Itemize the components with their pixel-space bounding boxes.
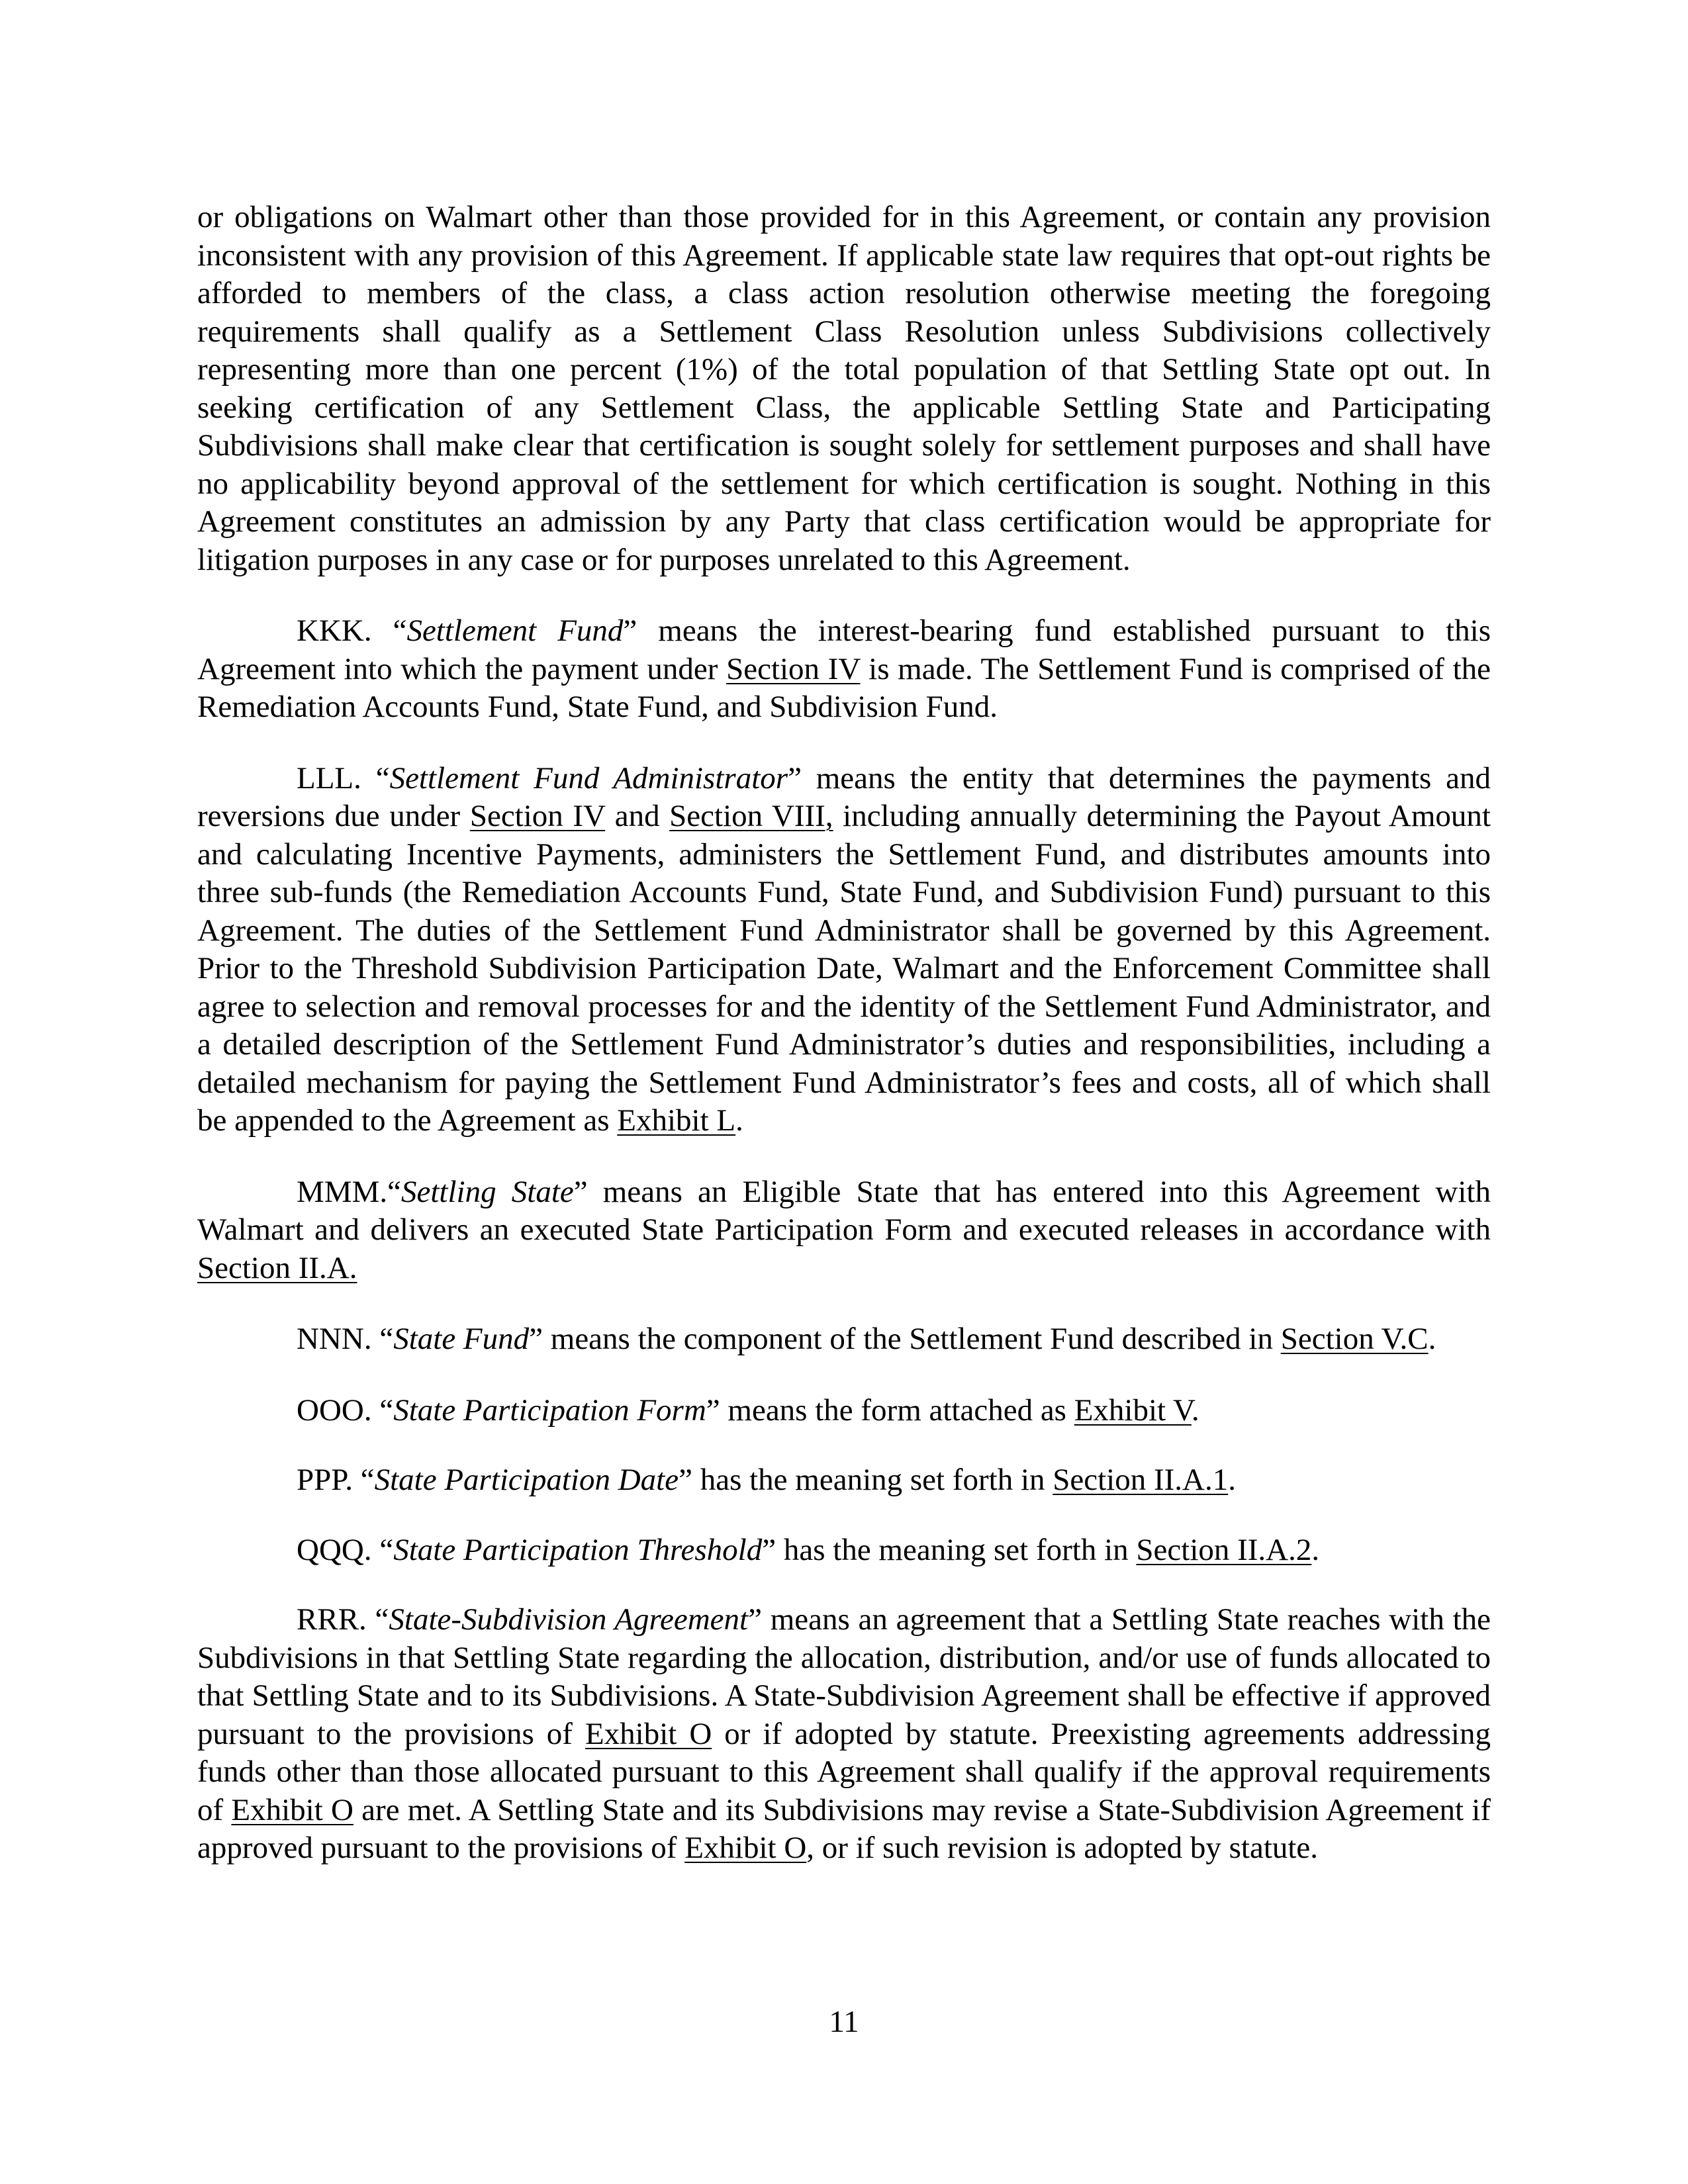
definition-label: PPP.	[297, 1463, 353, 1497]
definition-text: , or if such revision is adopted by statute.	[806, 1831, 1319, 1865]
definition-text: .	[1228, 1463, 1236, 1497]
definition-text: means an agreement that a Settling State reaches with the Subdivisions in that Settling State regarding the allocation, distribution, and/or use of funds allocated to that Settling State and to its Subdivisions. A State-Subdivision Agreement shall be effective if approved pursuant to the provisions of	[197, 1602, 1491, 1751]
definition-kkk: KKK. “Settlement Fund” means the interest-bearing fund established pursuant to this Agreement into which the payment under Section IV is made. The Settlement Fund is comprised of the Remediation Accounts Fund, State Fund, and Subdivision Fund.	[197, 614, 1491, 724]
definition-lll: LLL. “Settlement Fund Administrator” means the entity that determines the payments and reversions due under Section IV and Section VIII, including annually determining the Payout Amount and calculating Incentive Payments, administers the Settlement Fund, and distributes amounts into three sub-funds (the Remediation Accounts Fund, State Fund, and Subdivision Fund) pursuant to this Agreement. The duties of the Settlement Fund Administrator shall be governed by this Agreement. Prior to the Threshold Subdivision Participation Date, Walmart and the Enforcement Committee shall agree to selection and removal processes for and the identity of the Settlement Fund Administrator, and a detailed description of the Settlement Fund Administrator’s duties and responsibilities, including a detailed mechanism for paying the Settlement Fund Administrator’s fees and costs, all of which shall be appended to the Agreement as Exhibit L.	[197, 760, 1491, 1138]
cross-reference: Section V.C	[1280, 1322, 1429, 1356]
page-content	[197, 199, 1491, 1868]
definition-text: are met. A Settling State and its Subdivisions may revise a State-Subdivision Agreement if approved pursuant to the provisions of	[197, 1792, 1491, 1865]
defined-term: Settlement Fund Administrator	[389, 760, 788, 796]
defined-term: State Participation Form	[393, 1392, 706, 1428]
continued-paragraph	[197, 199, 1491, 579]
defined-term: State Fund	[393, 1322, 530, 1356]
cross-reference: Exhibit O	[231, 1792, 353, 1827]
defined-term: State-Subdivision Agreement	[389, 1602, 749, 1637]
definition-label: RRR.	[297, 1602, 367, 1637]
cross-reference: Section IV	[726, 651, 861, 686]
definition-text: means an Eligible State that has entered into this Agreement with Walmart and delivers an executed State Participation Form and executed releases in accordance with	[197, 1174, 1491, 1247]
cross-reference: Section II.A.	[197, 1250, 357, 1285]
definition-qqq: QQQ. “State Participation Threshold” has the meaning set forth in Section II.A.2.	[297, 1532, 1320, 1567]
definition-ppp: PPP. “State Participation Date” has the meaning set forth in Section II.A.1.	[297, 1463, 1236, 1497]
definition-ooo: OOO. “State Participation Form” means the form attached as Exhibit V.	[297, 1392, 1199, 1428]
definition-text: .	[1191, 1392, 1199, 1428]
cross-reference: Exhibit L	[617, 1103, 736, 1138]
definition-text: has the meaning set forth in	[692, 1463, 1053, 1497]
definition-text: including annually determining the Payout Amount and calculating Incentive Payments, administers the Settlement Fund, and distributes amounts into three sub-funds (the Remediation Accounts Fund, State Fund, and Subdivision Fund) pursuant to this Agreement. The duties of the Settlement Fund Administrator shall be governed by this Agreement. Prior to the Threshold Subdivision Participation Date, Walmart and the Enforcement Committee shall agree to selection and removal processes for and the identity of the Settlement Fund Administrator, and a detailed description of the Settlement Fund Administrator’s duties and responsibilities, including a detailed mechanism for paying the Settlement Fund Administrator’s fees and costs, all of which shall be appended to the Agreement as	[197, 799, 1491, 1138]
definition-label: MMM.	[297, 1174, 388, 1209]
definition-text: means the component of the Settlement Fund described in	[543, 1322, 1281, 1356]
definition-text: .	[1428, 1322, 1436, 1356]
cross-reference: Section II.A.2	[1136, 1532, 1312, 1567]
cross-reference: Section II.A.1	[1053, 1463, 1229, 1497]
defined-term: State Participation Date	[374, 1463, 679, 1497]
definition-label: LLL.	[297, 760, 361, 796]
definition-text: .	[735, 1103, 743, 1138]
page-number: 11	[829, 2005, 859, 2039]
definition-label: NNN.	[297, 1322, 372, 1356]
definition-text: means the interest-bearing fund established pursuant to this Agreement into which the payment under	[197, 614, 1491, 686]
defined-term: Settlement Fund	[406, 614, 624, 648]
definition-text: and	[605, 799, 670, 833]
cross-reference: Exhibit V	[1074, 1392, 1192, 1428]
definition-text: means the entity that determines the payments and reversions due under	[197, 760, 1491, 833]
definition-text: .	[1311, 1532, 1320, 1567]
definition-text: or if adopted by statute. Preexisting agreements addressing funds other than those allocated pursuant to this Agreement shall qualify if the approval requirements of	[197, 1716, 1491, 1827]
definition-label: OOO.	[297, 1392, 372, 1428]
defined-term: Settling State	[401, 1174, 574, 1209]
cross-reference: Section VIII,	[669, 799, 833, 833]
definition-text: is made. The Settlement Fund is comprised of the Remediation Accounts Fund, State Fund, and Subdivision Fund.	[197, 651, 1491, 724]
definition-label: QQQ.	[297, 1532, 372, 1567]
cross-reference: Section IV	[469, 799, 606, 833]
definition-mmm: MMM.“Settling State” means an Eligible State that has entered into this Agreement with Walmart and delivers an executed State Participation Form and executed releases in accordance with Section II.A.	[197, 1174, 1491, 1285]
definition-nnn: NNN. “State Fund” means the component of the Settlement Fund described in Section V.C.	[297, 1322, 1436, 1356]
cross-reference: Exhibit O	[684, 1831, 807, 1865]
definition-text: means the form attached as	[720, 1392, 1074, 1428]
cross-reference: Exhibit O	[585, 1716, 712, 1751]
continued-text: or obligations on Walmart other than those provided for in this Agreement, or contain any provision inconsistent with any provision of this Agreement. If applicable state law requires that opt-out rights be afforded to members of the class, a class action resolution otherwise meeting the foregoing requirements shall qualify as a Settlement Class Resolution unless Subdivisions collectively representing more than one percent (1%) of the total population of that Settling State opt out. In seeking certification of any Settlement Class, the applicable Settling State and Participating Subdivisions shall make clear that certification is sought solely for settlement purposes and shall have no applicability beyond approval of the settlement for which certification is sought. Nothing in this Agreement constitutes an admission by any Party that class certification would be appropriate for litigation purposes in any case or for purposes unrelated to this Agreement.	[197, 200, 1491, 577]
definition-label: KKK.	[297, 614, 372, 648]
definition-rrr: RRR. “State-Subdivision Agreement” means an agreement that a Settling State reaches with the Subdivisions in that Settling State regarding the allocation, distribution, and/or use of funds allocated to that Settling State and to its Subdivisions. A State-Subdivision Agreement shall be effective if approved pursuant to the provisions of Exhibit O or if adopted by statute. Preexisting agreements addressing funds other than those allocated pursuant to this Agreement shall qualify if the approval requirements of Exhibit O are met. A Settling State and its Subdivisions may revise a State-Subdivision Agreement if approved pursuant to the provisions of Exhibit O, or if such revision is adopted by statute.	[197, 1602, 1491, 1865]
defined-term: State Participation Threshold	[393, 1532, 763, 1567]
definition-text: has the meaning set forth in	[776, 1532, 1137, 1567]
